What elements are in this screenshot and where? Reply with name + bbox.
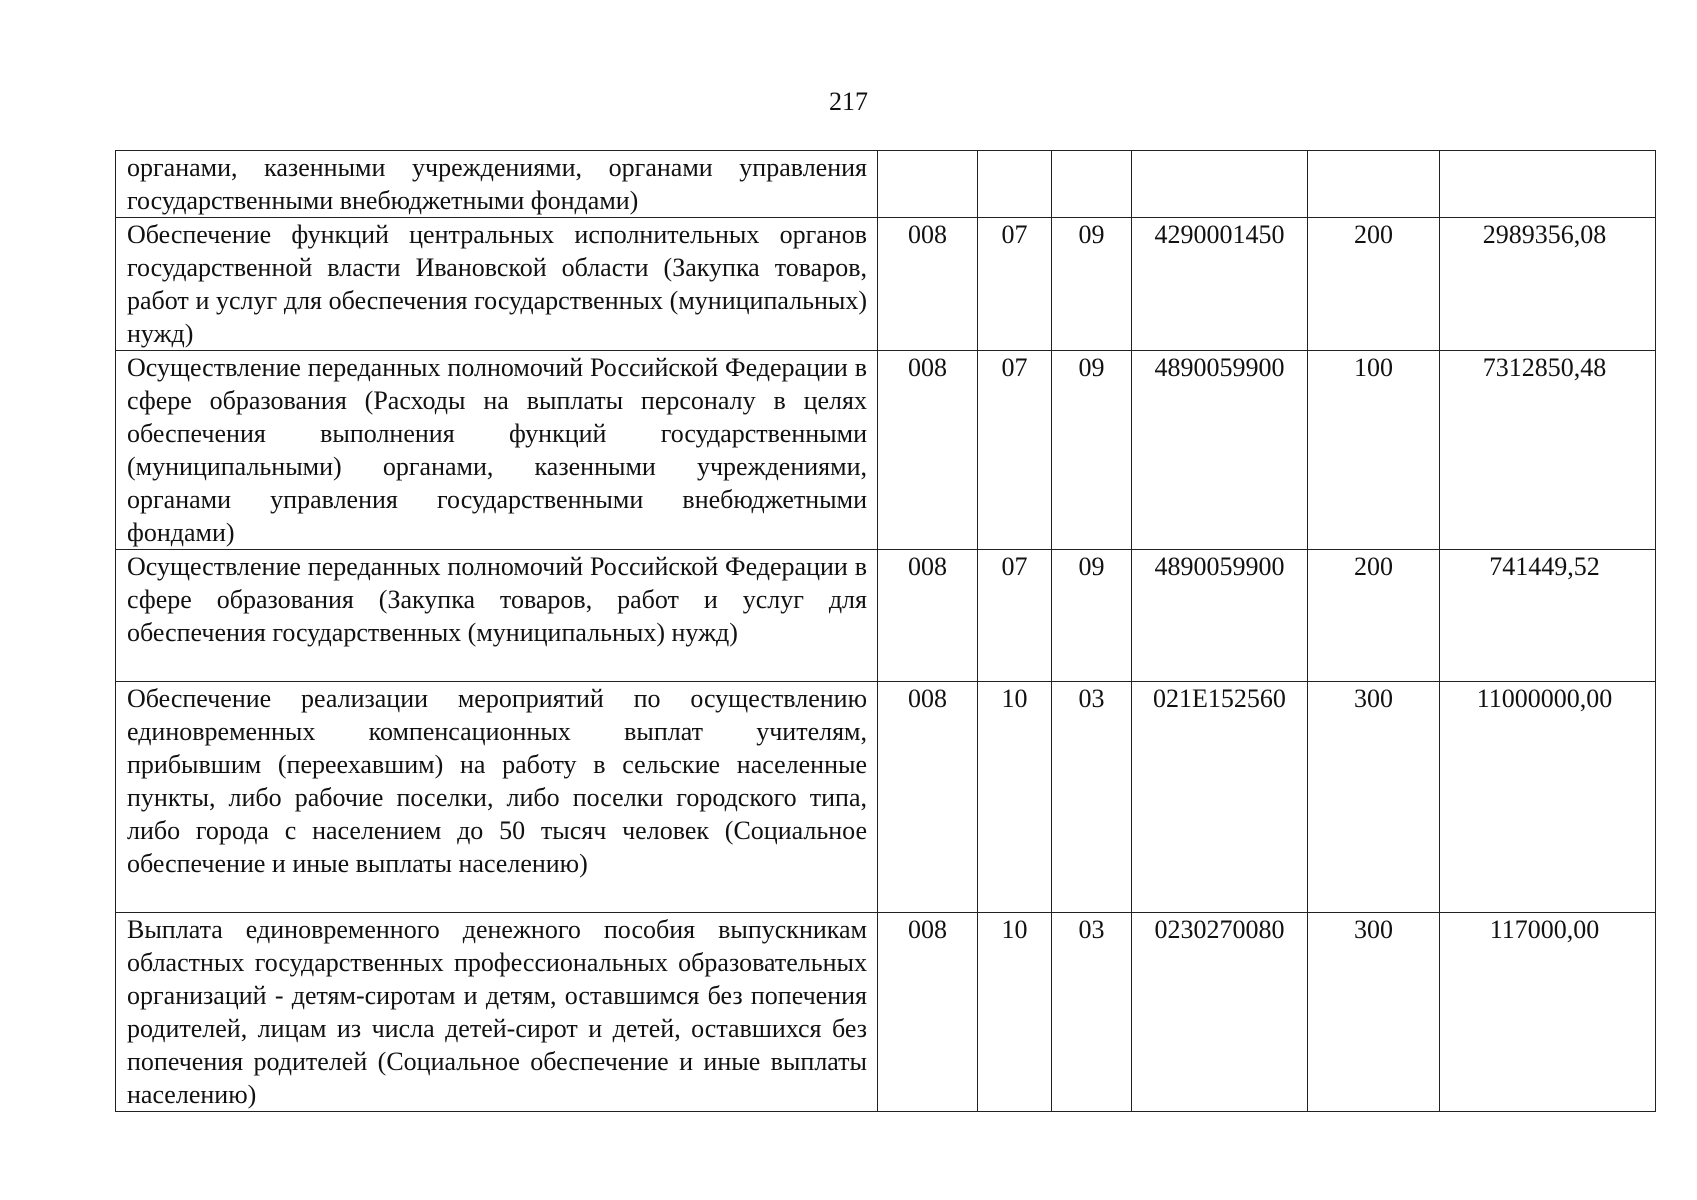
- table-row: [116, 913, 1656, 1112]
- table-row: [116, 351, 1656, 550]
- row-subsection-code: 09: [1052, 351, 1132, 550]
- row-amount: 7312850,48: [1440, 351, 1656, 550]
- row-description: Выплата единовременного денежного пособия выпускникам областных государственных профессиональных образовательных организаций - детям-сиротам и детям, оставшимся без попечения родителей, лицам из числа детей-сирот и детей, оставшихся без попечения родителей (Социальное обеспечение и иные выплаты населению): [116, 913, 878, 1112]
- row-ved-code: [878, 151, 978, 218]
- row-ved-code: 008: [878, 913, 978, 1112]
- row-description: Обеспечение функций центральных исполнительных органов государственной власти Ивановской области (Закупка товаров, работ и услуг для обеспечения государственных (муниципальных) нужд): [116, 218, 878, 351]
- row-expense-type-code: 300: [1308, 913, 1440, 1112]
- row-expense-type-code: 100: [1308, 351, 1440, 550]
- row-ved-code: 008: [878, 218, 978, 351]
- row-subsection-code: 03: [1052, 682, 1132, 913]
- row-subsection-code: 09: [1052, 550, 1132, 682]
- row-ved-code: 008: [878, 351, 978, 550]
- row-description: Обеспечение реализации мероприятий по осуществлению единовременных компенсационных выплат учителям, прибывшим (переехавшим) на работу в сельские населенные пункты, либо рабочие поселки, либо поселки городского типа, либо города с населением до 50 тысяч человек (Социальное обеспечение и иные выплаты населению): [116, 682, 878, 913]
- row-amount: [1440, 151, 1656, 218]
- row-description: Осуществление переданных полномочий Российской Федерации в сфере образования (Закупка товаров, работ и услуг для обеспечения государственных (муниципальных) нужд): [116, 550, 878, 682]
- row-target-article-code: 021E152560: [1132, 682, 1308, 913]
- row-target-article-code: [1132, 151, 1308, 218]
- row-amount: 741449,52: [1440, 550, 1656, 682]
- row-target-article-code: 4890059900: [1132, 550, 1308, 682]
- row-section-code: 07: [978, 550, 1052, 682]
- table-row: [116, 151, 1656, 218]
- row-expense-type-code: [1308, 151, 1440, 218]
- row-description: Осуществление переданных полномочий Российской Федерации в сфере образования (Расходы на выплаты персоналу в целях обеспечения выполнения функций государственными (муниципальными) органами, казенными учреждениями, органами управления государственными внебюджетными фондами): [116, 351, 878, 550]
- row-subsection-code: 09: [1052, 218, 1132, 351]
- budget-table: [115, 150, 1656, 1112]
- table-row: [116, 550, 1656, 682]
- row-section-code: 10: [978, 682, 1052, 913]
- row-ved-code: 008: [878, 550, 978, 682]
- table-row: [116, 682, 1656, 913]
- row-expense-type-code: 200: [1308, 218, 1440, 351]
- row-amount: 2989356,08: [1440, 218, 1656, 351]
- row-target-article-code: 4890059900: [1132, 351, 1308, 550]
- row-expense-type-code: 200: [1308, 550, 1440, 682]
- table-row: [116, 218, 1656, 351]
- row-ved-code: 008: [878, 682, 978, 913]
- row-description: органами, казенными учреждениями, органами управления государственными внебюджетными фондами): [116, 151, 878, 218]
- row-subsection-code: 03: [1052, 913, 1132, 1112]
- row-section-code: [978, 151, 1052, 218]
- row-subsection-code: [1052, 151, 1132, 218]
- row-target-article-code: 0230270080: [1132, 913, 1308, 1112]
- row-expense-type-code: 300: [1308, 682, 1440, 913]
- row-section-code: 07: [978, 218, 1052, 351]
- row-amount: 11000000,00: [1440, 682, 1656, 913]
- row-section-code: 10: [978, 913, 1052, 1112]
- row-amount: 117000,00: [1440, 913, 1656, 1112]
- row-section-code: 07: [978, 351, 1052, 550]
- page-number: 217: [829, 87, 868, 116]
- row-target-article-code: 4290001450: [1132, 218, 1308, 351]
